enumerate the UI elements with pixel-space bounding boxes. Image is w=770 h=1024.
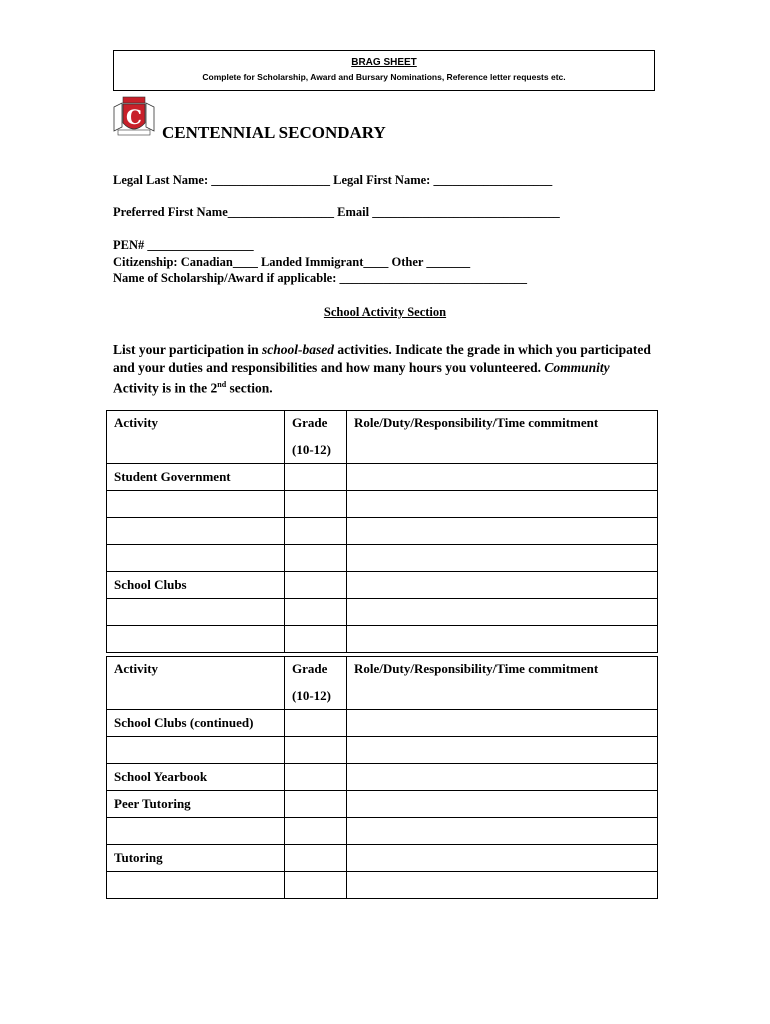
school-crest-icon (112, 93, 156, 137)
table-row (107, 545, 658, 572)
activity-cell[interactable] (107, 545, 285, 572)
table-header-row (107, 657, 658, 710)
grade-cell[interactable] (285, 710, 347, 737)
grade-cell[interactable] (285, 764, 347, 791)
scholarship-name-field[interactable]: Name of Scholarship/Award if applicable: ______________________________ (113, 271, 528, 285)
role-cell[interactable] (347, 845, 658, 872)
citizenship-field[interactable]: Citizenship: Canadian____ Landed Immigrant____ Other _______ (113, 255, 471, 269)
table-header-row (107, 411, 658, 464)
table-row (107, 845, 658, 872)
activity-cell[interactable]: School Clubs (107, 572, 285, 599)
grade-cell[interactable] (285, 737, 347, 764)
activity-cell[interactable] (107, 599, 285, 626)
pen-field[interactable]: PEN# _________________ (113, 238, 254, 252)
header-activity: Activity (107, 411, 285, 464)
grade-cell[interactable] (285, 545, 347, 572)
table-row (107, 764, 658, 791)
sheet-subtitle: Complete for Scholarship, Award and Bursary Nominations, Reference letter requests etc. (202, 72, 566, 82)
table-row (107, 791, 658, 818)
table-row (107, 626, 658, 653)
activity-cell[interactable] (107, 518, 285, 545)
activity-cell[interactable] (107, 737, 285, 764)
activity-cell[interactable]: School Yearbook (107, 764, 285, 791)
role-cell[interactable] (347, 818, 658, 845)
grade-cell[interactable] (285, 572, 347, 599)
grade-cell[interactable] (285, 818, 347, 845)
role-cell[interactable] (347, 464, 658, 491)
grade-cell[interactable] (285, 791, 347, 818)
role-cell[interactable] (347, 872, 658, 899)
table-row (107, 464, 658, 491)
role-cell[interactable] (347, 491, 658, 518)
role-cell[interactable] (347, 545, 658, 572)
activity-cell[interactable]: Student Government (107, 464, 285, 491)
role-cell[interactable] (347, 626, 658, 653)
activity-cell[interactable]: School Clubs (continued) (107, 710, 285, 737)
activity-table-1 (106, 410, 658, 653)
table-row (107, 491, 658, 518)
preferred-name-email-fields[interactable]: Preferred First Name_________________ Email ______________________________ (113, 205, 560, 219)
section-title: School Activity Section (323, 305, 447, 319)
activity-table-2 (106, 656, 658, 899)
table-row (107, 737, 658, 764)
header-role: Role/Duty/Responsibility/Time commitment (347, 411, 658, 464)
legal-name-fields[interactable]: Legal Last Name: ___________________ Legal First Name: ___________________ (113, 173, 553, 187)
table-row (107, 710, 658, 737)
grade-cell[interactable] (285, 464, 347, 491)
activity-cell[interactable]: Peer Tutoring (107, 791, 285, 818)
school-name: CENTENNIAL SECONDARY (162, 123, 386, 142)
table-row (107, 599, 658, 626)
grade-cell[interactable] (285, 626, 347, 653)
role-cell[interactable] (347, 710, 658, 737)
svg-text:C: C (126, 105, 142, 129)
table-row (107, 872, 658, 899)
sheet-title: BRAG SHEET (351, 57, 417, 68)
role-cell[interactable] (347, 572, 658, 599)
header-grade: Grade (10-12) (285, 411, 347, 464)
activity-cell[interactable] (107, 818, 285, 845)
grade-cell[interactable] (285, 518, 347, 545)
role-cell[interactable] (347, 599, 658, 626)
role-cell[interactable] (347, 518, 658, 545)
header-grade: Grade (10-12) (285, 657, 347, 710)
activity-cell[interactable] (107, 872, 285, 899)
section-instructions: List your participation in school-based activities. Indicate the grade in which you participated and your duties and responsibilities and how many hours you volunteered. Community Activity is in the 2nd section. (113, 342, 651, 396)
grade-cell[interactable] (285, 491, 347, 518)
table-row (107, 518, 658, 545)
activity-cell[interactable] (107, 626, 285, 653)
activity-cell[interactable] (107, 491, 285, 518)
header-activity: Activity (107, 657, 285, 710)
role-cell[interactable] (347, 737, 658, 764)
grade-cell[interactable] (285, 845, 347, 872)
table-row (107, 572, 658, 599)
role-cell[interactable] (347, 764, 658, 791)
grade-cell[interactable] (285, 599, 347, 626)
header-role: Role/Duty/Responsibility/Time commitment (347, 657, 658, 710)
grade-cell[interactable] (285, 872, 347, 899)
role-cell[interactable] (347, 791, 658, 818)
activity-cell[interactable]: Tutoring (107, 845, 285, 872)
header-box (113, 50, 655, 91)
table-row (107, 818, 658, 845)
